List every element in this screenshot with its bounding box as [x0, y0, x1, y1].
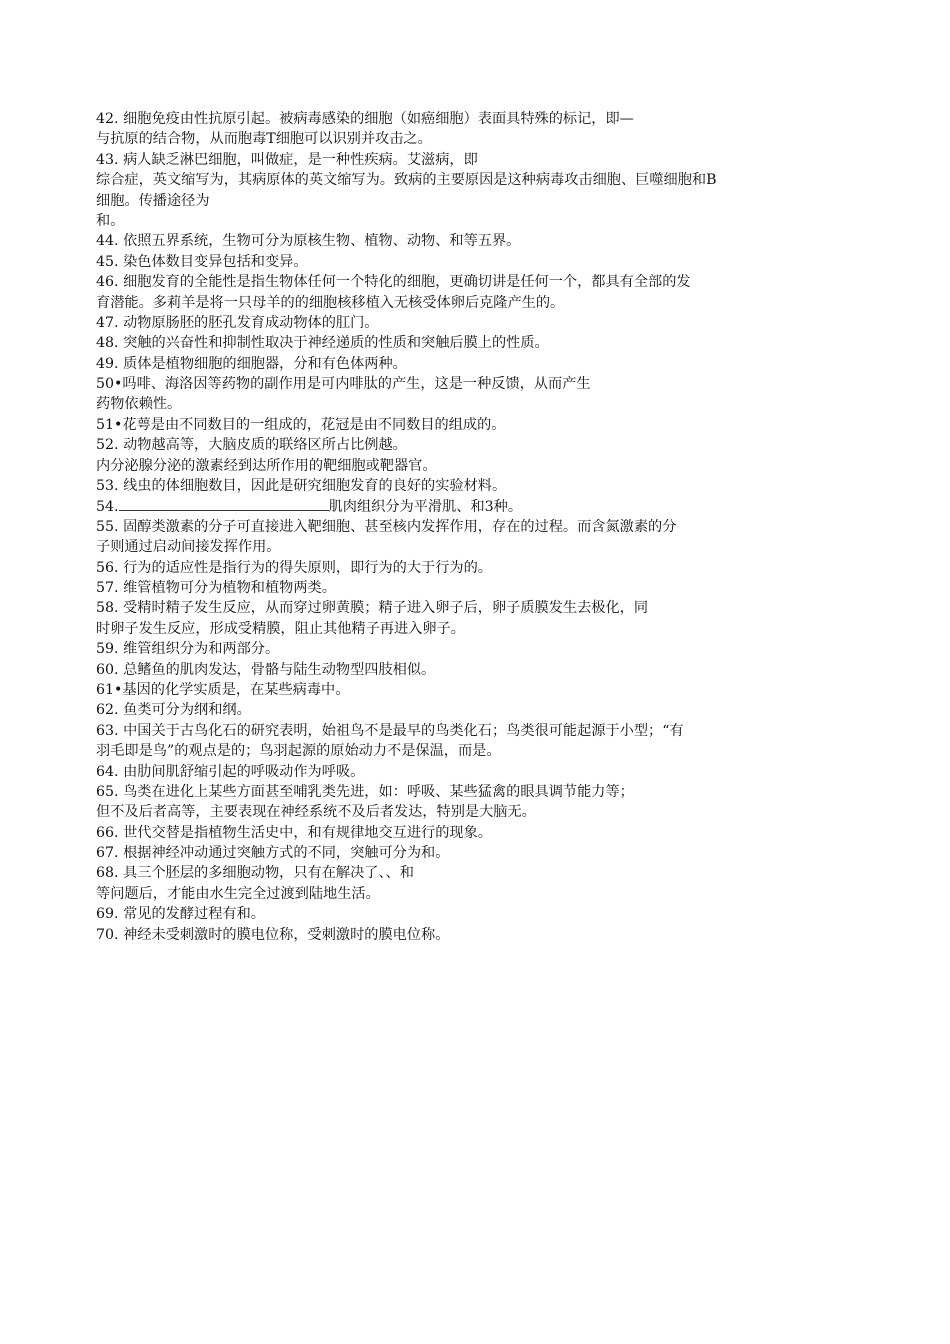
fill-in-blank	[119, 496, 329, 511]
text-line: 51•花萼是由不同数目的一组成的，花冠是由不同数目的组成的。	[96, 416, 506, 433]
text-line: 70. 神经未受刺激时的膜电位称，受刺激时的膜电位称。	[96, 926, 450, 943]
document-body	[96, 109, 856, 945]
text-line: 60. 总鳍鱼的肌肉发达，骨骼与陆生动物型四肢相似。	[96, 661, 436, 678]
text-line: 50•吗啡、海洛因等药物的副作用是可内啡肽的产生，这是一种反馈，从而产生	[96, 376, 591, 393]
text-line: 45. 染色体数目变异包括和变异。	[96, 253, 308, 270]
line-54-text: 肌肉组织分为平滑肌、和3种。	[328, 499, 523, 516]
text-line-54	[96, 496, 856, 516]
text-line: 与抗原的结合物，从而胞毒T细胞可以识别并攻击之。	[96, 131, 432, 148]
text-line: 65. 鸟类在进化上某些方面甚至哺乳类先进，如：呼吸、某些猛禽的眼具调节能力等；	[96, 783, 634, 800]
text-line: 47. 动物原肠胚的胚孔发育成动物体的肛门。	[96, 314, 379, 331]
text-line: 综合症，英文缩写为，其病原体的英文缩写为。致病的主要原因是这种病毒攻击细胞、巨噬细胞和B	[96, 172, 717, 189]
text-line: 细胞。传播途径为	[96, 192, 210, 209]
text-line: 等问题后，才能由水生完全过渡到陆地生活。	[96, 885, 380, 902]
text-line: 48. 突触的兴奋性和抑制性取决于神经递质的性质和突触后膜上的性质。	[96, 335, 549, 352]
text-line: 61•基因的化学实质是，在某些病毒中。	[96, 681, 350, 698]
text-line: 和。	[96, 212, 125, 229]
text-line: 42. 细胞免疫由性抗原引起。被病毒感染的细胞（如癌细胞）表面具特殊的标记，即—	[96, 111, 634, 127]
text-line: 62. 鱼类可分为纲和纲。	[96, 702, 251, 719]
text-line: 43. 病人缺乏淋巴细胞，叫做症，是一种性疾病。艾滋病，即	[96, 151, 478, 168]
text-line: 59. 维管组织分为和两部分。	[96, 641, 280, 658]
text-line: 育潜能。多莉羊是将一只母羊的的细胞核移植入无核受体卵后克隆产生的。	[96, 294, 565, 311]
text-line: 69. 常见的发酵过程有和。	[96, 906, 265, 923]
text-line: 53. 线虫的体细胞数目，因此是研究细胞发育的良好的实验材料。	[96, 478, 507, 495]
text-line: 49. 质体是植物细胞的细胞器，分和有色体两种。	[96, 355, 407, 372]
text-line: 药物依赖性。	[96, 396, 182, 413]
text-line: 时卵子发生反应，形成受精膜，阻止其他精子再进入卵子。	[96, 620, 465, 637]
text-line: 64. 由肋间肌舒缩引起的呼吸动作为呼吸。	[96, 763, 365, 780]
text-line: 67. 根据神经冲动通过突触方式的不同，突触可分为和。	[96, 845, 450, 862]
text-line: 内分泌腺分泌的激素经到达所作用的靶细胞或靶器官。	[96, 457, 437, 474]
text-line: 66. 世代交替是指植物生活史中，和有规律地交互进行的现象。	[96, 824, 492, 841]
text-line: 57. 维管植物可分为植物和植物两类。	[96, 579, 336, 596]
text-line: 55. 固醇类激素的分子可直接进入靶细胞、甚至核内发挥作用，存在的过程。而含氮激素的分	[96, 518, 677, 535]
text-line: 63. 中国关于古鸟化石的研究表明，始祖鸟不是最早的鸟类化石；鸟类很可能起源于小型；“有	[96, 722, 684, 739]
text-line: 58. 受精时精子发生反应，从而穿过卵黄膜；精子进入卵子后，卵子质膜发生去极化，同	[96, 600, 649, 617]
text-line: 羽毛即是鸟”的观点是的；鸟羽起源的原始动力不是保温，而是。	[96, 743, 501, 760]
line-54-number: 54.	[96, 499, 119, 516]
text-line: 46. 细胞发育的全能性是指生物体任何一个特化的细胞，更确切讲是任何一个，都具有全部的发	[96, 274, 691, 291]
text-line: 52. 动物越高等，大脑皮质的联络区所占比例越。	[96, 437, 407, 454]
text-line: 但不及后者高等，主要表现在神经系统不及后者发达，特别是大脑无。	[96, 804, 536, 821]
text-line: 子则通过启动间接发挥作用。	[96, 539, 281, 556]
text-line: 44. 依照五界系统，生物可分为原核生物、植物、动物、和等五界。	[96, 233, 521, 250]
text-line: 56. 行为的适应性是指行为的得失原则，即行为的大于行为的。	[96, 559, 492, 576]
text-line: 68. 具三个胚层的多细胞动物，只有在解决了、、和	[96, 865, 414, 882]
